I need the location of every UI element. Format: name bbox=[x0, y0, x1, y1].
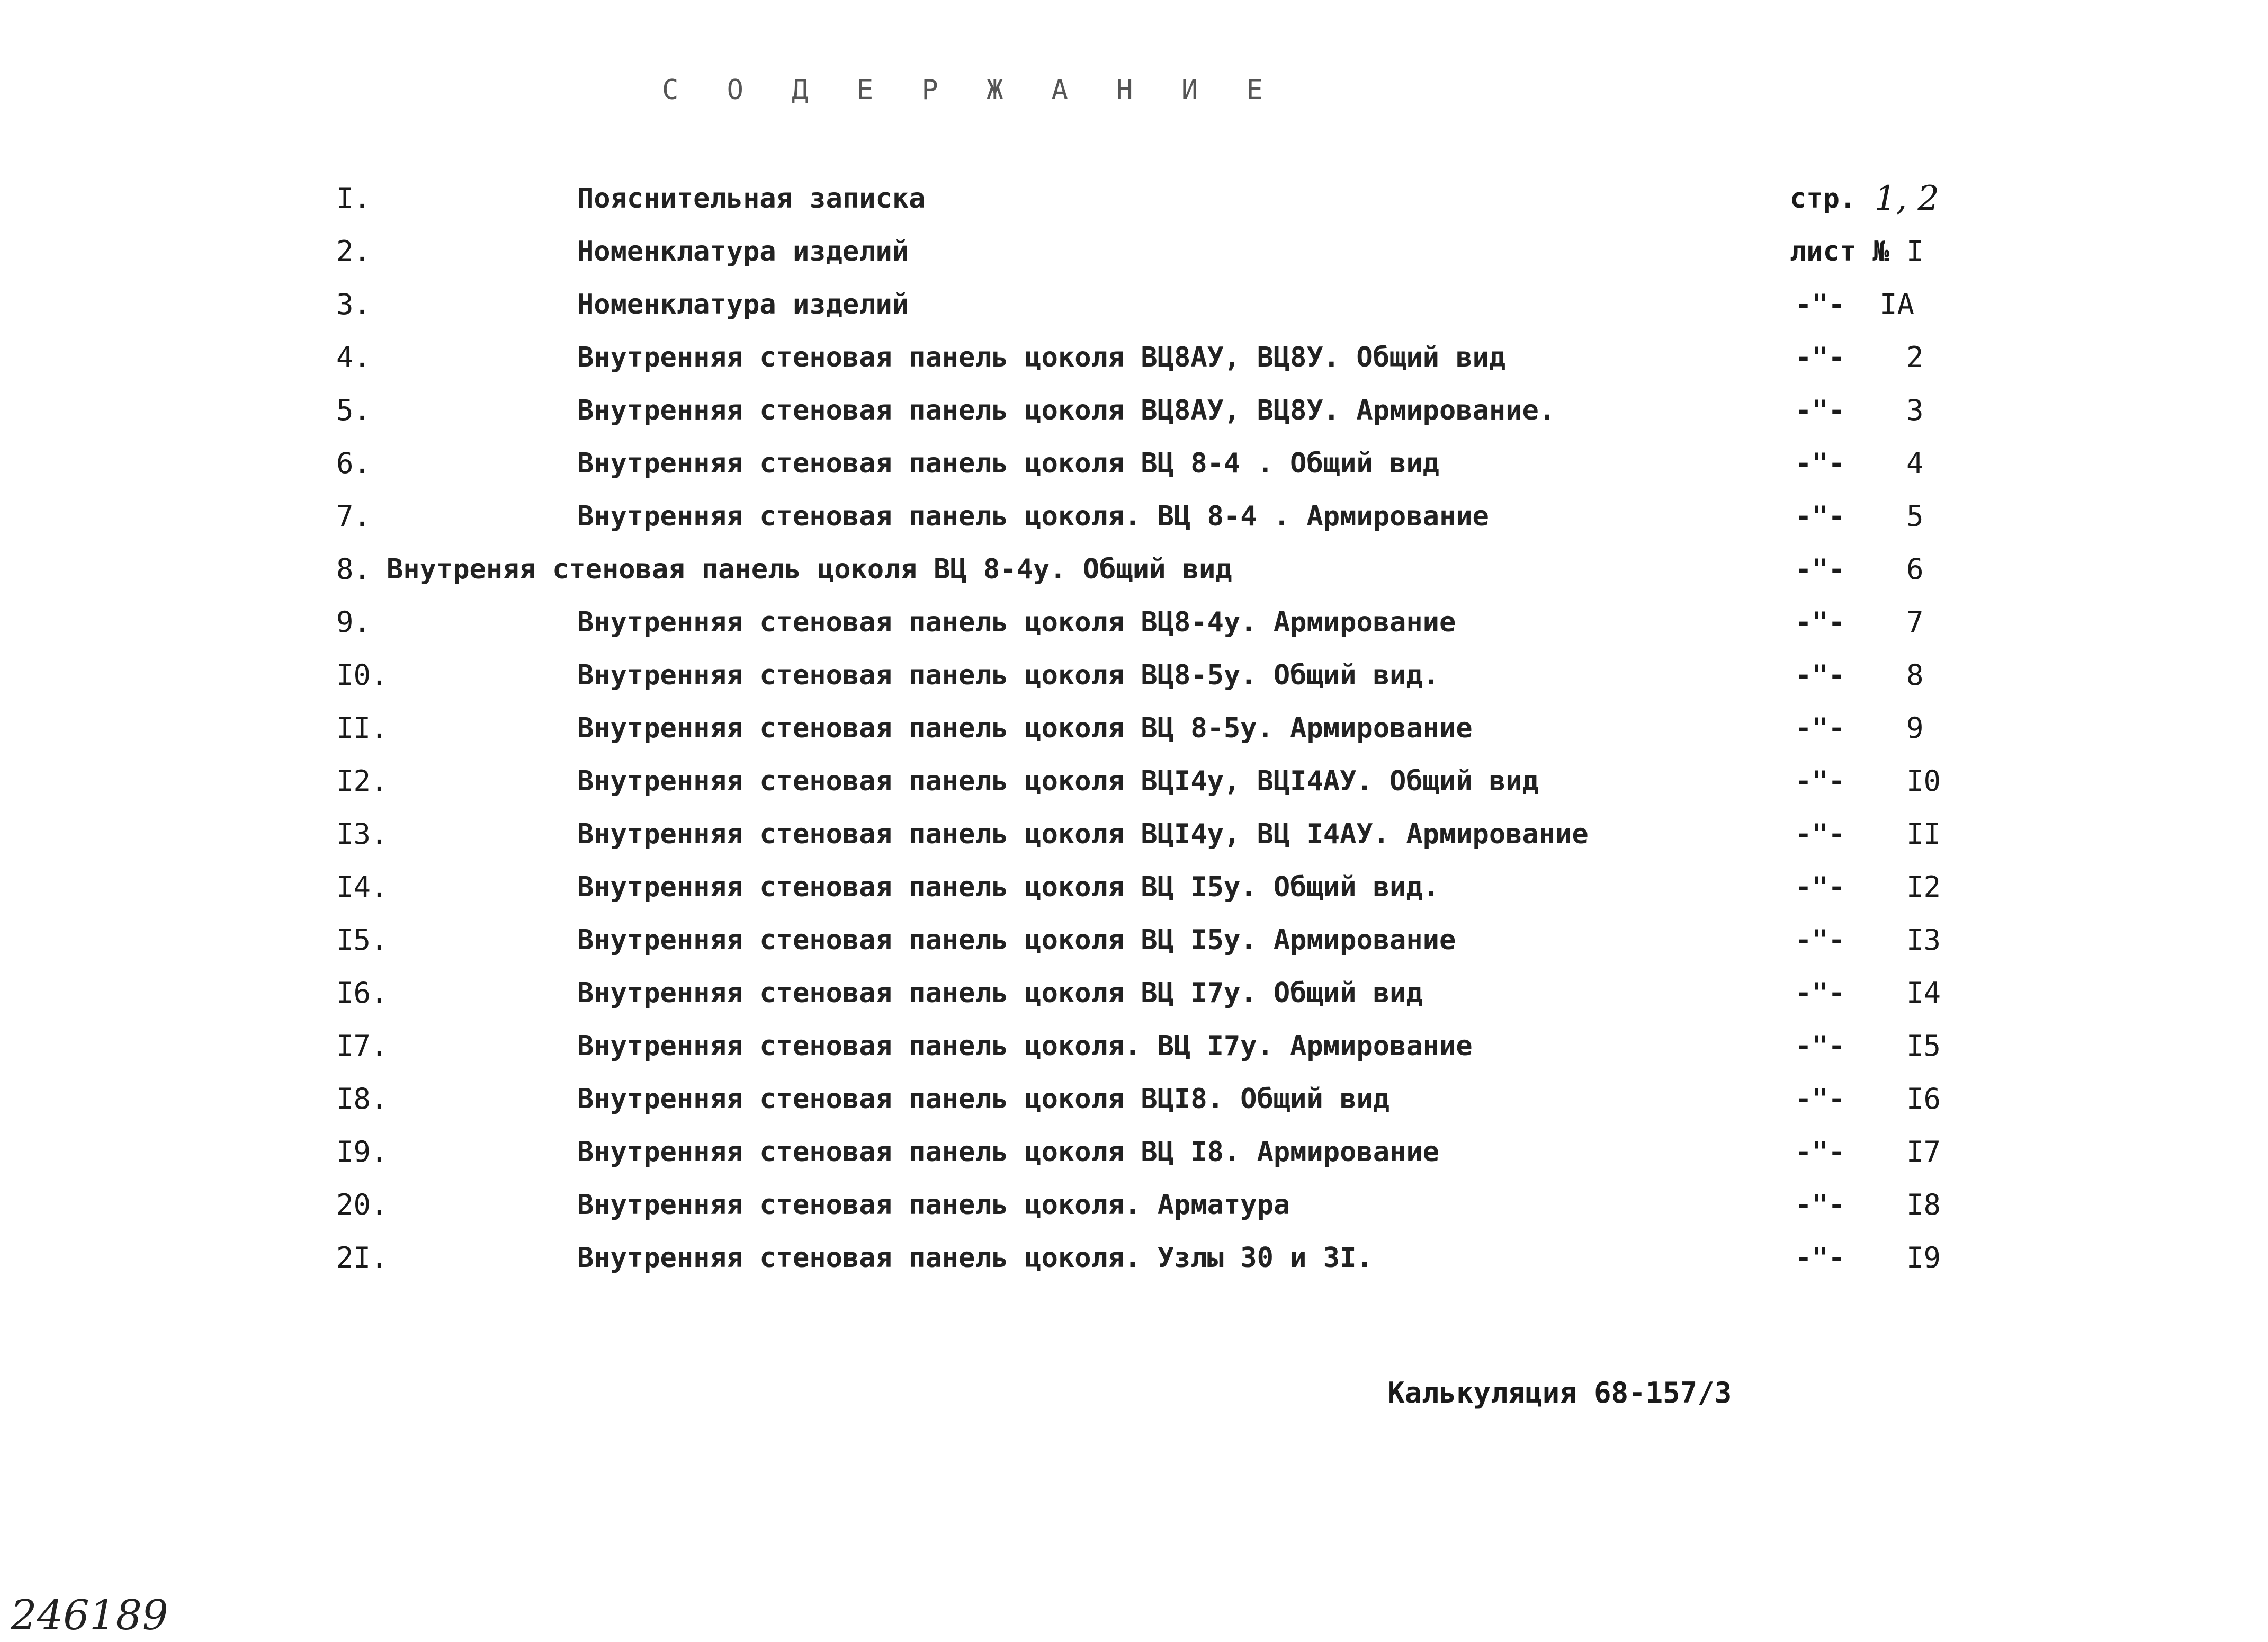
toc-row-title: Внутренняя стеновая панель цоколя ВЦ8АУ, ВЦ8У. Армирование. bbox=[577, 395, 1556, 426]
toc-row-number: I7. bbox=[336, 1029, 388, 1063]
toc-row-page: 7 bbox=[1906, 605, 1924, 639]
toc-row-number: I4. bbox=[336, 870, 388, 904]
toc-row-title: Внутренняя стеновая панель цоколя. Арматура bbox=[577, 1189, 1290, 1221]
toc-row-number: 20. bbox=[336, 1188, 388, 1221]
toc-row-page: I5 bbox=[1906, 1029, 1941, 1063]
toc-row-ref: -"- bbox=[1795, 289, 1845, 320]
toc-row-page: 2 bbox=[1906, 341, 1924, 374]
toc-row-number: 6. bbox=[336, 447, 371, 480]
toc-row-title: Внутренняя стеновая панель цоколя ВЦ 8-5у. Армирование bbox=[577, 712, 1473, 744]
toc-row bbox=[0, 543, 2268, 596]
toc-row-number: I5. bbox=[336, 923, 388, 957]
toc-row-ref: -"- bbox=[1795, 871, 1845, 903]
toc-row bbox=[0, 225, 2268, 278]
toc-row-page: I2 bbox=[1906, 870, 1941, 904]
toc-row-page: 6 bbox=[1906, 552, 1924, 586]
toc-row-ref: -"- bbox=[1795, 554, 1845, 585]
toc-row-title: Внутренняя стеновая панель цоколя. ВЦ 8-4 . Армирование bbox=[577, 501, 1489, 532]
toc-row-title: Внутренняя стеновая панель цоколя ВЦ I8. Армирование bbox=[577, 1136, 1439, 1168]
toc-row-ref: -"- bbox=[1795, 395, 1845, 426]
toc-row-ref: -"- bbox=[1795, 606, 1845, 638]
toc-row bbox=[0, 755, 2268, 808]
toc-row bbox=[0, 649, 2268, 702]
toc-row-page: I8 bbox=[1906, 1188, 1941, 1221]
toc-row-page: 5 bbox=[1906, 499, 1924, 533]
toc-row bbox=[0, 490, 2268, 543]
toc-row bbox=[0, 596, 2268, 649]
toc-row-ref: -"- bbox=[1795, 765, 1845, 797]
toc-row bbox=[0, 1126, 2268, 1179]
toc-row-title: Внутреняя стеновая панель цоколя ВЦ 8-4у. Общий вид bbox=[387, 554, 1232, 585]
toc-row-title: Внутренняя стеновая панель цоколя ВЦ 8-4 . Общий вид bbox=[577, 448, 1439, 479]
toc-row-number: 5. bbox=[336, 394, 371, 427]
toc-row-title: Внутренняя стеновая панель цоколя. ВЦ I7у. Армирование bbox=[577, 1030, 1473, 1062]
toc-row-page: I6 bbox=[1906, 1082, 1941, 1116]
toc-row-ref: -"- bbox=[1795, 342, 1845, 373]
toc-row-ref: лист № bbox=[1790, 236, 1889, 267]
toc-row bbox=[0, 1232, 2268, 1284]
toc-row bbox=[0, 861, 2268, 914]
toc-row-page: 9 bbox=[1906, 711, 1924, 745]
toc-row-number: 2. bbox=[336, 235, 371, 268]
toc-row-title: Пояснительная записка bbox=[577, 183, 926, 215]
toc-row-title: Внутренняя стеновая панель цоколя. Узлы 30 и 3I. bbox=[577, 1242, 1373, 1274]
toc-row-number: I0. bbox=[336, 658, 388, 692]
toc-row-page: 4 bbox=[1906, 447, 1924, 480]
document-title: С О Д Е Р Ж А Н И Е bbox=[662, 74, 1279, 106]
toc-row bbox=[0, 1020, 2268, 1073]
toc-row-title: Внутренняя стеновая панель цоколя ВЦ I7у. Общий вид bbox=[577, 977, 1423, 1009]
toc-row bbox=[0, 278, 2268, 331]
toc-row-page: I0 bbox=[1906, 764, 1941, 798]
toc-row-ref: -"- bbox=[1795, 501, 1845, 532]
toc-row-ref: -"- bbox=[1795, 924, 1845, 956]
toc-row-number: I. bbox=[336, 182, 371, 215]
toc-row-page: IA bbox=[1880, 288, 1915, 321]
toc-row-number: I6. bbox=[336, 976, 388, 1010]
toc-row-title: Внутренняя стеновая панель цоколя ВЦ I5у. Армирование bbox=[577, 924, 1456, 956]
toc-row-ref: -"- bbox=[1795, 659, 1845, 691]
toc-row-page: I9 bbox=[1906, 1241, 1941, 1274]
toc-row bbox=[0, 808, 2268, 861]
toc-row-ref: -"- bbox=[1795, 818, 1845, 850]
toc-row-ref: стр. bbox=[1790, 183, 1857, 215]
toc-row-number: 4. bbox=[336, 341, 371, 374]
toc-row bbox=[0, 384, 2268, 437]
calculation-reference: Калькуляция 68-157/3 bbox=[1387, 1376, 1732, 1409]
toc-row-ref: -"- bbox=[1795, 977, 1845, 1009]
toc-row-ref: -"- bbox=[1795, 1189, 1845, 1221]
toc-row-number: 2I. bbox=[336, 1241, 388, 1274]
toc-row-number: I9. bbox=[336, 1135, 388, 1168]
toc-row-number: II. bbox=[336, 711, 388, 745]
toc-row-number: 7. bbox=[336, 499, 371, 533]
toc-row-page: II bbox=[1906, 817, 1941, 851]
toc-row-page: I3 bbox=[1906, 923, 1941, 957]
toc-row-number: 3. bbox=[336, 288, 371, 321]
toc-row-title: Внутренняя стеновая панель цоколя ВЦ I5у. Общий вид. bbox=[577, 871, 1439, 903]
toc-row-number: I2. bbox=[336, 764, 388, 798]
toc-row-ref: -"- bbox=[1795, 1083, 1845, 1115]
handwritten-archive-number: 246189 bbox=[11, 1592, 168, 1639]
toc-row-page: 3 bbox=[1906, 394, 1924, 427]
toc-row-page: 1, 2 bbox=[1875, 179, 1940, 218]
toc-row-ref: -"- bbox=[1795, 1030, 1845, 1062]
toc-row bbox=[0, 437, 2268, 490]
toc-row-ref: -"- bbox=[1795, 1242, 1845, 1274]
toc-row bbox=[0, 967, 2268, 1020]
toc-row bbox=[0, 331, 2268, 384]
toc-row-title: Внутренняя стеновая панель цоколя ВЦI4у, ВЦI4АУ. Общий вид bbox=[577, 765, 1539, 797]
toc-row-page: I7 bbox=[1906, 1135, 1941, 1168]
toc-row-title: Внутренняя стеновая панель цоколя ВЦI4у, ВЦ I4АУ. Армирование bbox=[577, 818, 1589, 850]
toc-row bbox=[0, 1073, 2268, 1126]
toc-row bbox=[0, 914, 2268, 967]
toc-row-title: Внутренняя стеновая панель цоколя ВЦ8-4у. Армирование bbox=[577, 606, 1456, 638]
toc-row-page: I4 bbox=[1906, 976, 1941, 1010]
toc-row-ref: -"- bbox=[1795, 1136, 1845, 1168]
toc-row-ref: -"- bbox=[1795, 712, 1845, 744]
toc-row-number: 9. bbox=[336, 605, 371, 639]
toc-row-title: Внутренняя стеновая панель цоколя ВЦI8. Общий вид bbox=[577, 1083, 1390, 1115]
toc-row-title: Номенклатура изделий bbox=[577, 289, 909, 320]
toc-row-ref: -"- bbox=[1795, 448, 1845, 479]
toc-row-title: Внутренняя стеновая панель цоколя ВЦ8-5у. Общий вид. bbox=[577, 659, 1439, 691]
toc-row-number: 8. bbox=[336, 552, 371, 586]
toc-row bbox=[0, 1179, 2268, 1232]
toc-row bbox=[0, 172, 2268, 225]
toc-row-page: 8 bbox=[1906, 658, 1924, 692]
toc-row bbox=[0, 702, 2268, 755]
toc-row-number: I3. bbox=[336, 817, 388, 851]
toc-row-number: I8. bbox=[336, 1082, 388, 1116]
toc-row-page: I bbox=[1906, 235, 1924, 268]
toc-row-title: Внутренняя стеновая панель цоколя ВЦ8АУ, ВЦ8У. Общий вид bbox=[577, 342, 1506, 373]
toc-row-title: Номенклатура изделий bbox=[577, 236, 909, 267]
